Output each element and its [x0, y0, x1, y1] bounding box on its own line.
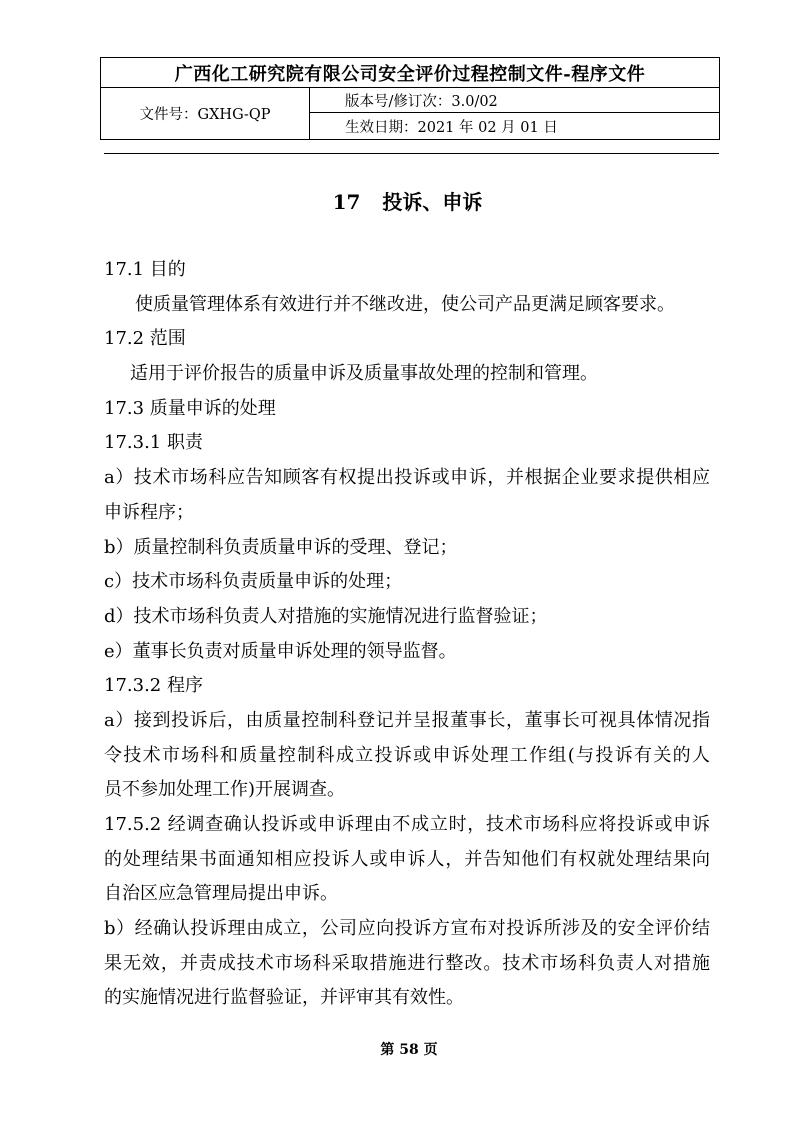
list-item-line: a）接到投诉后，由质量控制科登记并呈报董事长，董事长可视具体情况指 [104, 709, 710, 731]
paragraph-line: 使质量管理体系有效进行并不继改进，使公司产品更满足顾客要求。 [135, 293, 675, 315]
paragraph-line: 17.5.2 经调查确认投诉或申诉理由不成立时，技术市场科应将投诉或申诉 [104, 814, 710, 835]
list-item-line: a）技术市场科应告知顾客有权提出投诉或申诉，并根据企业要求提供相应 [104, 467, 710, 489]
list-item-line: 的实施情况进行监督验证，并评审其有效性。 [104, 987, 464, 1009]
document-body [104, 253, 710, 1016]
list-item-line: e）董事长负责对质量申诉处理的领导监督。 [104, 640, 457, 662]
list-item-line: d）技术市场科负责人对措施的实施情况进行监督验证； [104, 605, 548, 627]
subsection-heading-purpose: 17.1 目的 [104, 259, 186, 280]
section-heading [100, 188, 715, 216]
page-number: 第 58 页 [380, 1042, 438, 1058]
document-number: 文件号：GXHG-QP [101, 88, 310, 140]
header-divider [104, 153, 719, 154]
list-item-line: 申诉程序； [104, 501, 194, 523]
document-header-table [100, 57, 720, 140]
list-item-line: b）质量控制科负责质量申诉的受理、登记； [104, 536, 458, 558]
list-item-line: 果无效，并责成技术市场科采取措施进行整改。技术市场科负责人对措施 [104, 952, 710, 974]
subsection-heading-handling: 17.3 质量申诉的处理 [104, 397, 276, 419]
paragraph-line: 适用于评价报告的质量申诉及质量事故处理的控制和管理。 [130, 363, 598, 385]
list-item-line: 员不参加处理工作)开展调查。 [104, 779, 346, 801]
section-number: 17 [332, 190, 361, 214]
subsection-heading-responsibilities: 17.3.1 职责 [104, 432, 203, 454]
paragraph-line: 自治区应急管理局提出申诉。 [104, 883, 338, 905]
effective-date: 生效日期：2021 年 02 月 01 日 [310, 113, 720, 140]
version-revision: 版本号/修订次：3.0/02 [310, 88, 720, 113]
header-title: 广西化工研究院有限公司安全评价过程控制文件-程序文件 [101, 58, 720, 88]
paragraph-line: 的处理结果书面通知相应投诉人或申诉人，并告知他们有权就处理结果向 [104, 848, 710, 870]
list-item-line: c）技术市场科负责质量申诉的处理； [104, 571, 403, 593]
subsection-heading-procedure: 17.3.2 程序 [104, 675, 203, 697]
section-title: 投诉、申诉 [382, 190, 483, 214]
list-item-line: b）经确认投诉理由成立，公司应向投诉方宣布对投诉所涉及的安全评价结 [104, 918, 710, 940]
list-item-line: 令技术市场科和质量控制科成立投诉或申诉处理工作组(与投诉有关的人 [104, 744, 710, 766]
subsection-heading-scope: 17.2 范围 [104, 328, 186, 350]
